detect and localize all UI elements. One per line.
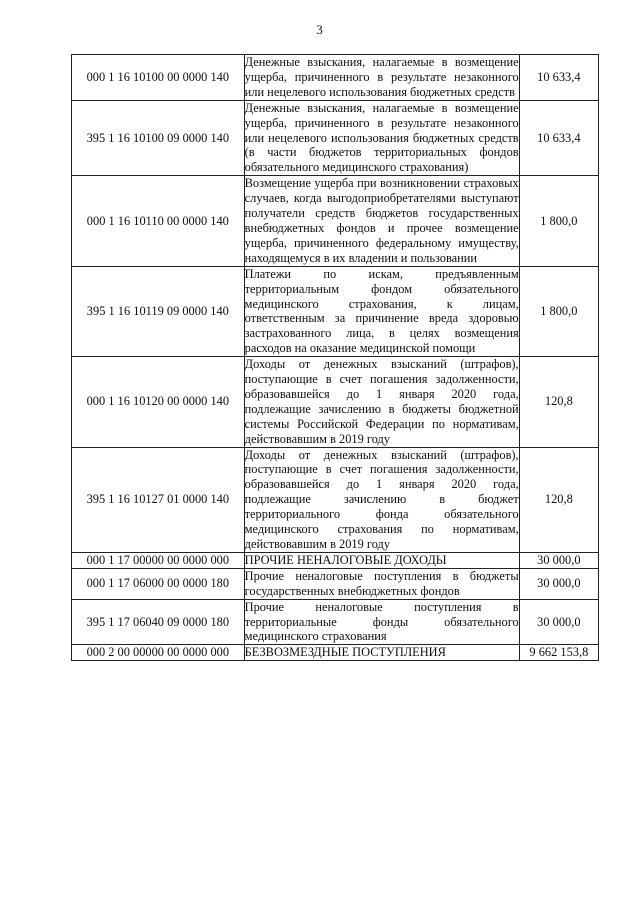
description-cell: Доходы от денежных взысканий (штрафов), поступающие в счет погашения задолженности, образовавшейся до 1 января 2020 года, подлежащие зачислению в бюджеты бюджетной системы Российской Федерации по нормативам, действовавшим в 2019 году bbox=[244, 357, 519, 446]
amount-cell: 30 000,0 bbox=[519, 599, 598, 645]
amount-cell: 1 800,0 bbox=[519, 266, 598, 356]
table-row bbox=[72, 357, 599, 447]
description-cell: Денежные взыскания, налагаемые в возмещение ущерба, причиненного в результате незаконного или нецелевого использования бюджетных средств bbox=[244, 55, 519, 99]
amount-cell: 120,8 bbox=[519, 447, 598, 552]
budget-code-cell: 000 2 00 00000 00 0000 000 bbox=[72, 645, 245, 661]
revenue-table bbox=[71, 54, 599, 661]
amount-cell: 30 000,0 bbox=[519, 552, 598, 568]
budget-code-cell: 395 1 16 10119 09 0000 140 bbox=[72, 266, 245, 356]
description-cell: Прочие неналоговые поступления в бюджеты государственных внебюджетных фондов bbox=[244, 568, 519, 598]
budget-code-cell: 000 1 16 10110 00 0000 140 bbox=[72, 176, 245, 266]
table-row bbox=[72, 599, 599, 645]
amount-cell: 30 000,0 bbox=[519, 568, 598, 599]
budget-code-cell: 000 1 16 10120 00 0000 140 bbox=[72, 357, 245, 447]
budget-code-cell: 000 1 17 00000 00 0000 000 bbox=[72, 552, 245, 568]
table-row bbox=[72, 552, 599, 568]
revenue-table-body bbox=[72, 55, 599, 661]
table-row bbox=[72, 568, 599, 599]
budget-code-cell: 000 1 17 06000 00 0000 180 bbox=[72, 568, 245, 599]
table-row bbox=[72, 55, 599, 101]
amount-cell: 120,8 bbox=[519, 357, 598, 447]
description-cell: Платежи по искам, предъявленным территориальным фондом обязательного медицинского страхования, к лицам, ответственным за причинение вреда здоровью застрахованного лица, в целях возмещения расходов на оказание медицинской помощи bbox=[244, 266, 519, 356]
budget-code-cell: 395 1 16 10100 09 0000 140 bbox=[72, 100, 245, 176]
table-row bbox=[72, 176, 599, 266]
description-cell: ПРОЧИЕ НЕНАЛОГОВЫЕ ДОХОДЫ bbox=[244, 552, 519, 568]
description-cell: Денежные взыскания, налагаемые в возмещение ущерба, причиненного в результате незаконного или нецелевого использования бюджетных средств (в части бюджетов территориальных фондов обязательного медицинского страхования) bbox=[244, 100, 519, 175]
description-cell: Возмещение ущерба при возникновении страховых случаев, когда выгодоприобретателями выступают получатели средств бюджетов государственных внебюджетных фондов и прочее возмещение ущерба, причиненного федеральному имуществу, находящемуся в их владении и пользовании bbox=[244, 176, 519, 265]
table-row bbox=[72, 266, 599, 356]
description-cell: Прочие неналоговые поступления в территориальные фонды обязательного медицинского страхования bbox=[244, 599, 519, 644]
description-cell: Доходы от денежных взысканий (штрафов), поступающие в счет погашения задолженности, образовавшейся до 1 января 2020 года, подлежащие зачислению в бюджет территориального фонда обязательного медицинского страхования по нормативам, действовавшим в 2019 году bbox=[244, 447, 519, 551]
budget-code-cell: 395 1 16 10127 01 0000 140 bbox=[72, 447, 245, 552]
amount-cell: 10 633,4 bbox=[519, 55, 598, 101]
table-row bbox=[72, 100, 599, 176]
description-cell: БЕЗВОЗМЕЗДНЫЕ ПОСТУПЛЕНИЯ bbox=[244, 645, 519, 661]
table-row bbox=[72, 447, 599, 552]
budget-code-cell: 000 1 16 10100 00 0000 140 bbox=[72, 55, 245, 101]
budget-code-cell: 395 1 17 06040 09 0000 180 bbox=[72, 599, 245, 645]
amount-cell: 1 800,0 bbox=[519, 176, 598, 266]
page-number: 3 bbox=[316, 22, 323, 37]
amount-cell: 9 662 153,8 bbox=[519, 645, 598, 661]
amount-cell: 10 633,4 bbox=[519, 100, 598, 176]
table-row bbox=[72, 645, 599, 661]
